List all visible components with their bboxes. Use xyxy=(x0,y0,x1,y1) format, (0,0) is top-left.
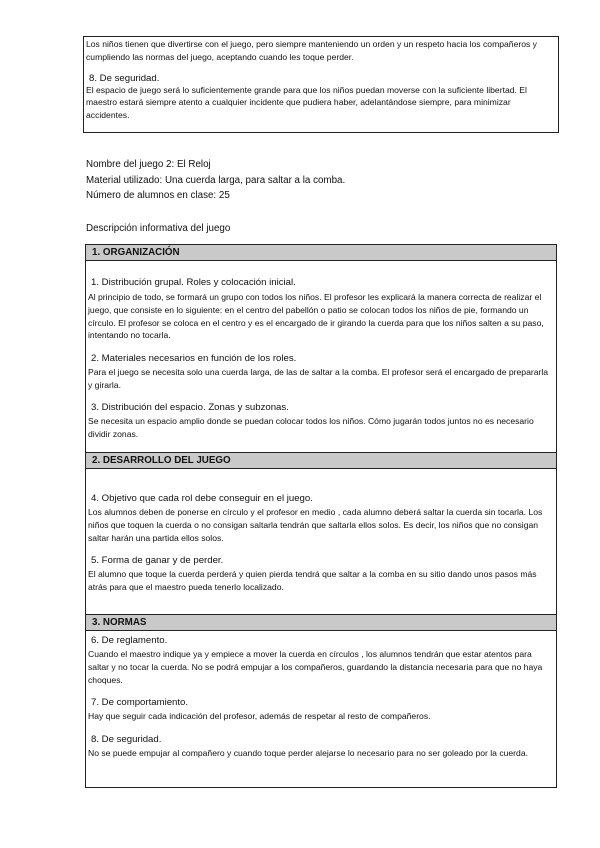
item-text: Hay que seguir cada indicación del profesor, además de respetar al resto de compañeros. xyxy=(88,711,431,722)
item-title: 6. De reglamento. xyxy=(91,635,168,646)
item-title: 8. De seguridad. xyxy=(89,72,160,84)
game-info xyxy=(86,157,345,204)
item-title: 2. Materiales necesarios en función de los roles. xyxy=(91,353,297,365)
top-text-box xyxy=(83,36,559,133)
game-students: Número de alumnos en clase: 25 xyxy=(86,190,230,201)
game-name: Nombre del juego 2: El Reloj xyxy=(86,159,211,170)
item-title: 7. De comportamiento. xyxy=(91,697,189,709)
intro-paragraph: Los niños tienen que divertirse con el juego, pero siempre manteniendo un orden y un respeto hacia los compañeros y cumpliendo las normas del juego, aceptando cuando les toque perder. xyxy=(86,39,537,62)
item-title: 3. Distribución del espacio. Zonas y subzonas. xyxy=(91,401,289,413)
item-title: 5. Forma de ganar y de perder. xyxy=(91,555,224,567)
item-title: 4. Objetivo que cada rol debe conseguir en el juego. xyxy=(91,493,313,504)
item-title: 1. Distribución grupal. Roles y colocación inicial. xyxy=(91,277,296,288)
item-text: No se puede empujar al compañero y cuando toque perder alejarse lo necesario para no ser goleado por la cuerda. xyxy=(88,748,528,759)
section-header-organizacion: 1. ORGANIZACIÓN xyxy=(85,244,557,261)
item-text: El alumno que toque la cuerda perderá y quien pierda tendrá que saltar a la comba en su sitio dando unos pasos más atrás para que el maestro pueda tenerlo localizado. xyxy=(88,569,537,593)
section-body-normas xyxy=(85,631,557,788)
section-header-desarrollo: 2. DESARROLLO DEL JUEGO xyxy=(85,452,557,469)
section-body-organizacion xyxy=(85,261,557,452)
section-header-normas: 3. NORMAS xyxy=(85,614,557,631)
item-text: Al principio de todo, se formará un grupo con todos los niños. El profesor les explicará la manera correcta de realizar el juego, que consiste en lo siguiente: en el centro del pabellón o patio se colocan todos los niños de pie, formando un círculo. El profesor se coloca en el centro y es el encargado de ir girando la cuerda para que los niños salten a su paso, intentando no tocarla. xyxy=(88,292,544,341)
description-label: Descripción informativa del juego xyxy=(86,223,231,234)
item-text: Cuando el maestro indique ya y empiece a mover la cuerda en círculos , los alumnos tendrán que estar atentos para saltar y no tocar la cuerda. No se podrá empujar a los compañeros, guardando la distancia necesaria para que no haya choques. xyxy=(88,649,543,685)
section-body-desarrollo xyxy=(85,469,557,614)
item-title: 8. De seguridad. xyxy=(91,734,162,746)
game-material: Material utilizado: Una cuerda larga, para saltar a la comba. xyxy=(86,174,346,186)
item-text: El espacio de juego será lo suficientemente grande para que los niños puedan moverse con la suficiente libertad. El maestro estará siempre atento a cualquier incidente que pudiera haber, adelantándose siempre, para minimizar accidentes. xyxy=(86,84,527,121)
item-text: Para el juego se necesita solo una cuerda larga, de las de saltar a la comba. El profesor será el encargado de prepararla y girarla. xyxy=(88,367,549,390)
item-text: Se necesita un espacio amplio donde se puedan colocar todos los niños. Cómo jugarán todos juntos no es necesario dividir zonas. xyxy=(88,415,534,439)
item-text: Los alumnos deben de ponerse en círculo y el profesor en medio , cada alumno deberá saltar la cuerda sin tocarla. Los niños que toquen la cuerda o no consigan saltarla tendrán que saltarla ellos solos. Es decir, los niños que no consigan saltar harán una partida ellos solos. xyxy=(88,507,543,543)
